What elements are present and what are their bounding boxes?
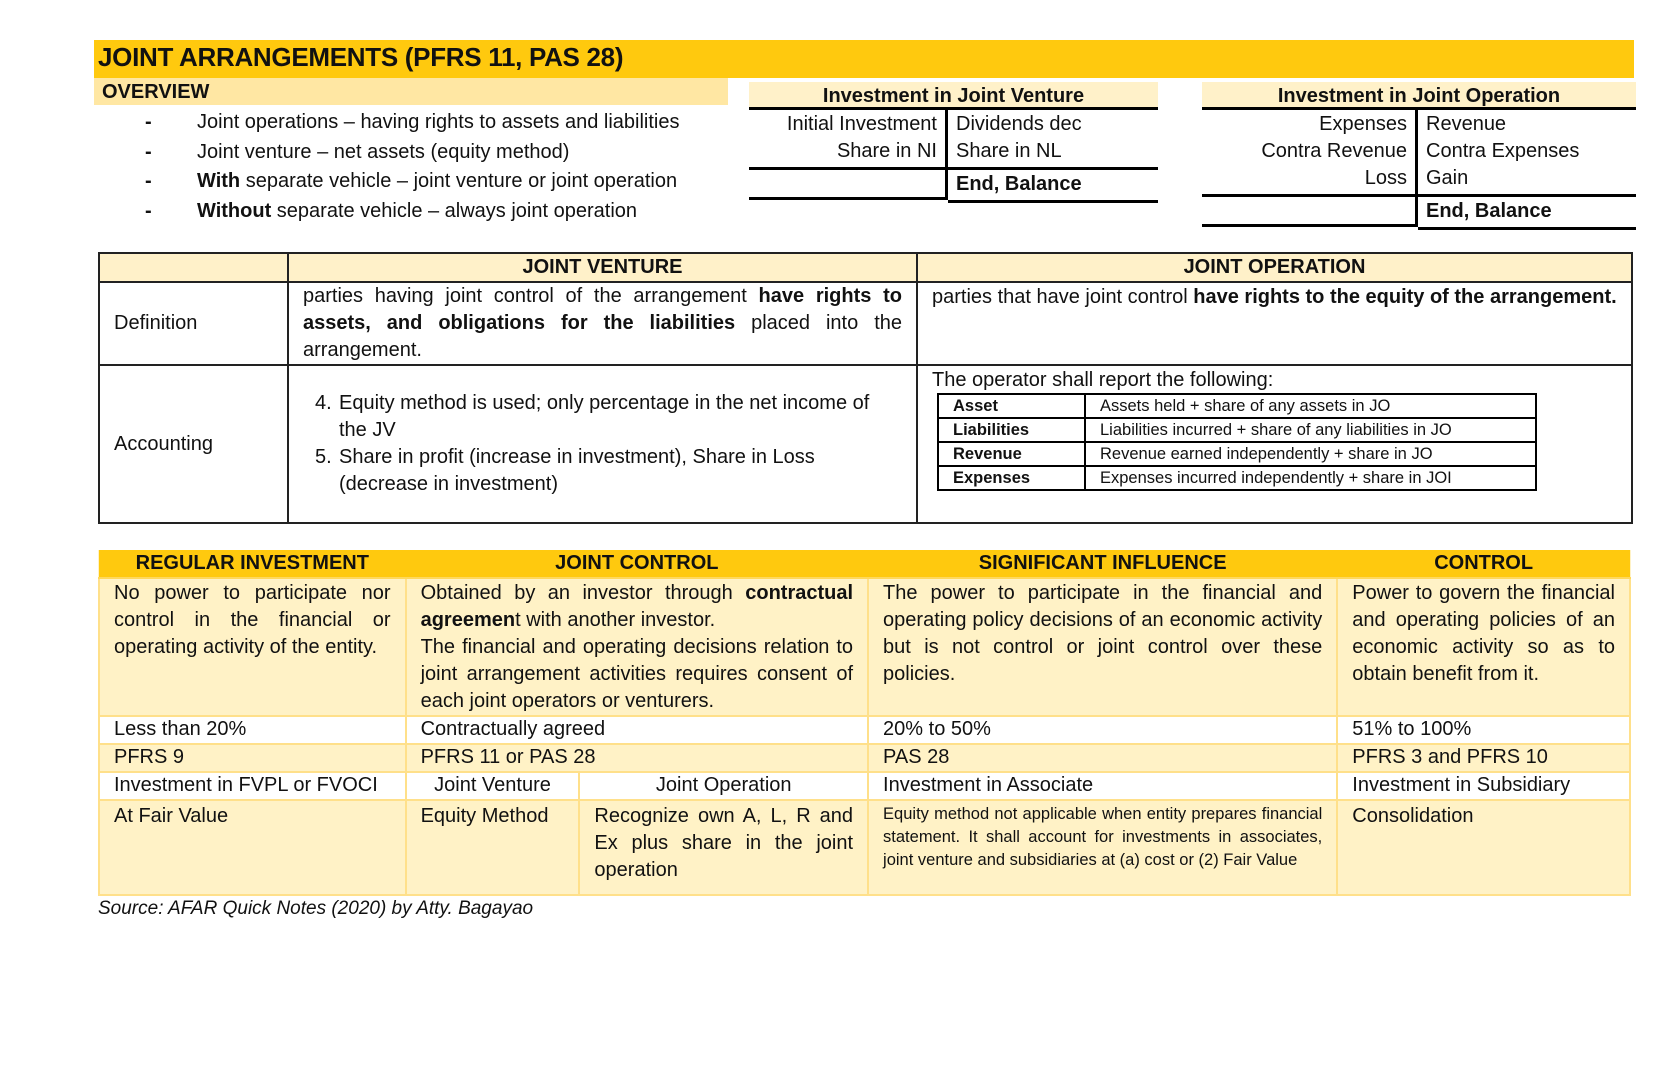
table-row: Asset Assets held + share of any assets in JO <box>938 394 1536 418</box>
column-header-joint-control: JOINT CONTROL <box>406 550 868 578</box>
column-header-regular-investment: REGULAR INVESTMENT <box>99 550 406 578</box>
t-account-joint-venture <box>749 82 1158 203</box>
jv-jo-comparison-table <box>98 252 1633 524</box>
jo-accounting: The operator shall report the following: Asset Assets held + share of any assets in JO Liabilities Liabilities incurred + share of any liabilities in JO Revenue Revenue earned independently + share in JO Expenses Expenses incurred independently + share in JOI <box>917 365 1632 523</box>
overview-heading: OVERVIEW <box>102 81 210 103</box>
t-account-title: Investment in Joint Operation <box>1202 82 1636 110</box>
table-row-ownership: Less than 20% Contractually agreed 20% to 50% 51% to 100% <box>99 716 1630 744</box>
list-item: 4. Equity method is used; only percentage in the net income of the JV <box>315 392 870 441</box>
overview-item: - Without separate vehicle – always joint operation <box>145 199 638 222</box>
t-account-title: Investment in Joint Venture <box>749 82 1158 110</box>
table-row: Expenses Expenses incurred independently + share in JOI <box>938 466 1536 490</box>
jv-definition: parties having joint control of the arrangement have rights to assets, and obligations for the liabilities placed into the arrangement. <box>288 282 917 365</box>
list-item: 5. Share in profit (increase in investment), Share in Loss (decrease in investment) <box>315 446 815 495</box>
table-row-accounting <box>99 365 1632 523</box>
overview-item: - Joint operations – having rights to assets and liabilities <box>145 111 680 134</box>
table-row-investment-type: Investment in FVPL or FVOCI Joint Venture Joint Operation Investment in Associate Investment in Subsidiary <box>99 772 1630 800</box>
t-account-credit: Dividends dec Share in NL <box>956 113 1082 162</box>
overview-list <box>145 108 745 226</box>
table-row-description: No power to participate nor control in the financial or operating activity of the entity. Obtained by an investor through contractual agreement with another investor. The financial and operating decisions relation to joint arrangement activities requires consent of each joint operators or venturers. The power to participate in the financial and operating policy decisions of an economic activity but is not control or joint control over these policies. Power to govern the financial and operating policies of an economic activity so as to obtain benefit from it. <box>99 578 1630 716</box>
dash-bullet-icon: - <box>145 170 152 193</box>
t-account-balance: End, Balance <box>1418 197 1636 230</box>
table-row-method: At Fair Value Equity Method Recognize own A, L, R and Ex plus share in the joint operation Equity method not applicable when entity prepares financial statement. It shall account for investments in associates, joint venture and subsidiaries at (a) cost or (2) Fair Value Consolidation <box>99 800 1630 895</box>
dash-bullet-icon: - <box>145 199 152 222</box>
dash-bullet-icon: - <box>145 140 152 163</box>
table-row-definition <box>99 282 1632 365</box>
table-row: Liabilities Liabilities incurred + share of any liabilities in JO <box>938 418 1536 442</box>
investment-levels-table <box>98 550 1631 896</box>
t-account-debit: Initial Investment Share in NI <box>749 110 948 167</box>
table-row-standard: PFRS 9 PFRS 11 or PAS 28 PAS 28 PFRS 3 and PFRS 10 <box>99 744 1630 772</box>
t-account-credit: Revenue Contra Expenses Gain <box>1426 113 1580 189</box>
column-header-significant-influence: SIGNIFICANT INFLUENCE <box>868 550 1337 578</box>
overview-item: - Joint venture – net assets (equity method) <box>145 140 570 163</box>
column-header-control: CONTROL <box>1337 550 1630 578</box>
jo-definition: parties that have joint control have rights to the equity of the arrangement. <box>917 282 1632 365</box>
column-header-joint-operation: JOINT OPERATION <box>917 253 1632 282</box>
table-row: Revenue Revenue earned independently + share in JO <box>938 442 1536 466</box>
corner-header <box>99 253 288 282</box>
t-account-balance: End, Balance <box>948 170 1158 203</box>
row-label: Definition <box>99 282 288 365</box>
jv-accounting <box>288 365 917 523</box>
column-header-joint-venture: JOINT VENTURE <box>288 253 917 282</box>
page-title: JOINT ARRANGEMENTS (PFRS 11, PAS 28) <box>98 42 624 72</box>
jo-report-table <box>937 393 1537 491</box>
row-label: Accounting <box>99 365 288 523</box>
t-account-debit: Expenses Contra Revenue Loss <box>1202 110 1418 194</box>
overview-item: - With separate vehicle – joint venture or joint operation <box>145 170 678 193</box>
source-citation: Source: AFAR Quick Notes (2020) by Atty. Bagayao <box>98 898 534 919</box>
dash-bullet-icon: - <box>145 111 152 134</box>
t-account-joint-operation <box>1202 82 1636 230</box>
